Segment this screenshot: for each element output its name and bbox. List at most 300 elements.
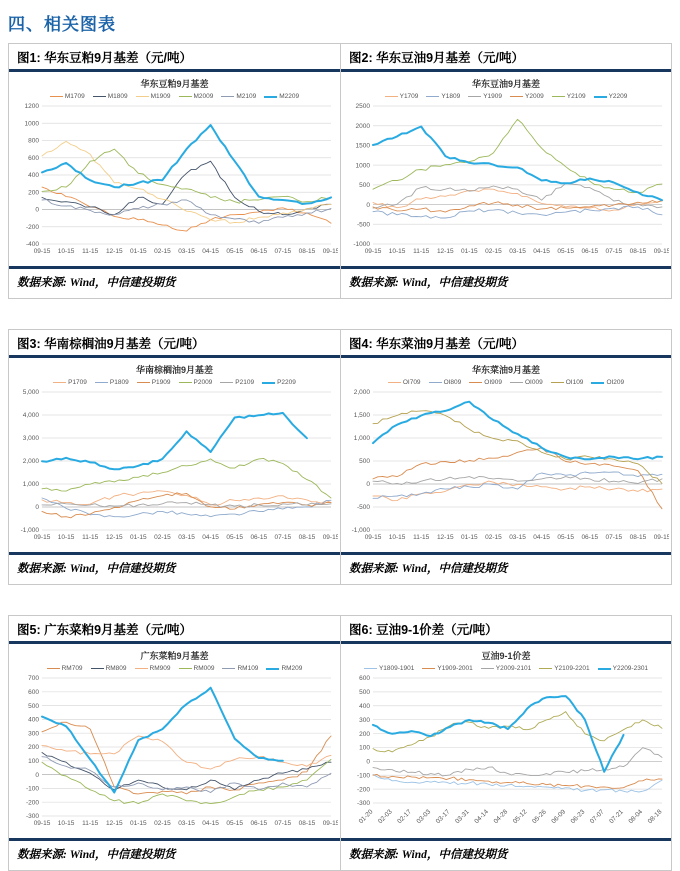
figure-4-chart <box>341 358 671 552</box>
x-axis-label: 05-15 <box>225 248 243 255</box>
data-source: 数据来源: Wind，中信建投期货 <box>341 838 671 870</box>
legend-item <box>136 93 171 100</box>
x-axis-label: 06-15 <box>581 534 599 541</box>
legend-item <box>510 93 544 100</box>
legend-label: P2209 <box>277 379 296 386</box>
chart-plot <box>343 673 669 831</box>
legend-item <box>598 665 648 672</box>
figure-5-title: 图5: 广东菜粕9月基差（元/吨） <box>9 616 340 644</box>
y-axis-label: 1000 <box>355 162 370 170</box>
chart-title: 华东豆油9月基差 <box>471 79 540 89</box>
legend-item <box>262 379 296 386</box>
y-axis-label: 200 <box>27 744 39 752</box>
legend-label: Y1909 <box>483 93 502 100</box>
legend-label: M1709 <box>64 93 85 100</box>
legend-label: M1909 <box>150 93 171 100</box>
x-axis-label: 04-15 <box>533 248 550 255</box>
x-axis-label: 03-15 <box>177 534 195 541</box>
legend-line-swatch <box>551 382 564 383</box>
x-axis-label: 02-15 <box>485 248 502 255</box>
figure-row-3 <box>8 615 672 871</box>
y-axis-label: -1,000 <box>351 527 370 535</box>
x-axis-label: 01-15 <box>461 248 478 255</box>
x-axis-label: 07-21 <box>608 808 625 826</box>
legend-line-swatch <box>53 382 66 383</box>
series-line-Y2009-2101 <box>373 748 662 776</box>
legend-item <box>50 93 85 100</box>
figure-1-title: 图1: 华东豆粕9月基差（元/吨） <box>9 44 340 72</box>
y-axis-label: -400 <box>25 241 39 249</box>
legend-item <box>53 379 87 386</box>
legend-line-swatch <box>262 382 275 384</box>
chart-plot <box>343 101 669 259</box>
series-line-OI009 <box>373 476 662 484</box>
chart-plot-wrap <box>341 387 671 550</box>
y-axis-label: -300 <box>356 800 370 808</box>
x-axis-label: 09-15 <box>33 820 50 827</box>
legend-line-swatch <box>594 96 607 98</box>
legend-line-swatch <box>426 96 439 97</box>
legend-label: Y2209-2301 <box>612 665 649 672</box>
legend-line-swatch <box>266 668 279 670</box>
x-axis-label: 04-15 <box>201 534 219 541</box>
legend-label: Y1809 <box>441 93 461 100</box>
legend-item <box>264 93 299 100</box>
legend-item <box>135 665 171 672</box>
chart-plot-wrap <box>341 101 671 264</box>
figure-2 <box>340 43 672 299</box>
legend-label: OI009 <box>525 379 543 386</box>
y-axis-label: -500 <box>356 504 370 512</box>
legend-line-swatch <box>422 668 435 669</box>
x-axis-label: 11-15 <box>81 534 98 541</box>
chart-legend <box>9 377 340 387</box>
chart-title: 华东豆粕9月基差 <box>140 79 209 89</box>
figure-6-chart <box>341 644 671 838</box>
y-axis-label: 700 <box>27 675 39 683</box>
y-axis-label: -100 <box>25 785 39 793</box>
chart-plot-wrap <box>9 387 340 550</box>
legend-label: M2109 <box>236 93 257 100</box>
x-axis-label: 09-15 <box>33 248 50 255</box>
x-axis-label: 07-15 <box>274 534 291 541</box>
series-line-M1909 <box>42 141 331 223</box>
x-axis-label: 12-15 <box>436 534 454 541</box>
x-axis-label: 02-17 <box>396 808 413 826</box>
legend-label: M2009 <box>193 93 214 100</box>
x-axis-label: 01-15 <box>129 820 147 827</box>
legend-item <box>179 665 215 672</box>
figure-row-2 <box>8 329 672 585</box>
legend-line-swatch <box>221 96 234 97</box>
chart-title: 广东菜粕9月基差 <box>140 651 209 661</box>
x-axis-label: 03-15 <box>177 248 195 255</box>
x-axis-label: 06-23 <box>569 808 587 826</box>
legend-label: Y1809-1901 <box>378 665 415 672</box>
series-line-M2009 <box>42 149 331 203</box>
legend-line-swatch <box>220 382 233 383</box>
legend-label: RM709 <box>61 665 83 672</box>
legend-line-swatch <box>469 382 482 383</box>
legend-line-swatch <box>137 382 150 383</box>
legend-item <box>47 665 83 672</box>
chart-legend <box>341 91 671 101</box>
y-axis-label: -1000 <box>353 241 370 249</box>
legend-label: P1709 <box>68 379 87 386</box>
legend-item <box>510 379 543 386</box>
chart-plot <box>343 387 669 545</box>
legend-item <box>364 665 414 672</box>
legend-item <box>221 93 256 100</box>
x-axis-label: 02-15 <box>153 534 171 541</box>
x-axis-label: 03-15 <box>509 248 526 255</box>
legend-label: RM009 <box>193 665 215 672</box>
x-axis-label: 06-15 <box>249 248 267 255</box>
y-axis-label: 1000 <box>24 120 39 128</box>
legend-item <box>137 379 171 386</box>
legend-item <box>222 665 258 672</box>
x-axis-label: 03-31 <box>454 808 471 826</box>
x-axis-label: 10-15 <box>57 820 74 827</box>
legend-line-swatch <box>50 96 63 97</box>
page-title: 四、相关图表 <box>8 15 116 34</box>
legend-line-swatch <box>91 668 104 669</box>
y-axis-label: 3,000 <box>22 435 39 443</box>
y-axis-label: 400 <box>27 172 39 180</box>
legend-label: M1809 <box>107 93 128 100</box>
series-line-RM809 <box>42 753 331 790</box>
x-axis-label: 05-15 <box>225 534 243 541</box>
x-axis-label: 03-15 <box>509 534 526 541</box>
y-axis-label: 400 <box>359 702 370 710</box>
legend-line-swatch <box>222 668 235 669</box>
legend-label: OI809 <box>443 379 462 386</box>
chart-title: 华东菜油9月基差 <box>471 365 540 375</box>
y-axis-label: 1200 <box>24 103 39 111</box>
series-line-RM009 <box>42 759 331 803</box>
chart-plot <box>12 673 338 831</box>
chart-plot <box>12 101 338 259</box>
series-line-OI909 <box>373 448 662 509</box>
figure-4 <box>340 329 672 585</box>
figure-1 <box>8 43 340 299</box>
legend-item <box>429 379 462 386</box>
legend-label: RM209 <box>281 665 303 672</box>
x-axis-label: 06-15 <box>249 820 267 827</box>
legend-label: Y2109 <box>566 93 586 100</box>
legend-line-swatch <box>598 668 611 670</box>
y-axis-label: 1,500 <box>353 412 370 420</box>
y-axis-label: 1,000 <box>353 435 370 443</box>
legend-line-swatch <box>552 96 565 97</box>
y-axis-label: 0 <box>34 771 39 779</box>
legend-line-swatch <box>93 96 106 97</box>
legend-item <box>468 93 502 100</box>
figure-2-title: 图2: 华东豆油9月基差（元/吨） <box>341 44 671 72</box>
legend-label: P2009 <box>193 379 213 386</box>
figure-6-title: 图6: 豆油9-1价差（元/吨） <box>341 616 671 644</box>
y-axis-label: 100 <box>27 758 39 765</box>
y-axis-label: 500 <box>359 458 370 466</box>
legend-item <box>266 665 302 672</box>
y-axis-label: -300 <box>25 813 39 821</box>
series-line-P1709 <box>42 491 331 506</box>
x-axis-label: 02-15 <box>153 248 171 255</box>
chart-legend <box>9 663 340 673</box>
x-axis-label: 05-15 <box>557 534 574 541</box>
legend-line-swatch <box>47 668 60 669</box>
x-axis-label: 03-15 <box>177 820 195 827</box>
data-source: 数据来源: Wind，中信建投期货 <box>341 266 671 298</box>
x-axis-label: 09-15 <box>364 534 382 541</box>
x-axis-label: 09-15 <box>322 248 338 255</box>
x-axis-label: 11-15 <box>413 534 430 541</box>
x-axis-label: 08-15 <box>629 248 647 255</box>
chart-plot-wrap <box>341 673 671 836</box>
legend-label: Y1909-2001 <box>437 665 473 672</box>
legend-line-swatch <box>264 96 277 98</box>
legend-label: P1909 <box>151 379 171 386</box>
figure-2-chart <box>341 72 671 266</box>
y-axis-label: 0 <box>366 481 370 489</box>
y-axis-label: 600 <box>27 154 39 162</box>
y-axis-label: 2,000 <box>22 458 39 466</box>
chart-plot-wrap <box>9 673 340 836</box>
legend-label: P1809 <box>109 379 129 386</box>
y-axis-label: -200 <box>25 799 39 807</box>
legend-line-swatch <box>135 668 148 669</box>
x-axis-label: 08-15 <box>298 534 315 541</box>
x-axis-label: 12-15 <box>105 820 123 827</box>
x-axis-label: 07-07 <box>588 808 606 826</box>
figure-3-title: 图3: 华南棕榈油9月基差（元/吨） <box>9 330 340 358</box>
x-axis-label: 04-28 <box>492 808 510 826</box>
y-axis-label: 100 <box>359 744 370 752</box>
legend-label: OI909 <box>484 379 502 386</box>
x-axis-label: 09-15 <box>653 248 669 255</box>
legend-line-swatch <box>591 382 604 384</box>
legend-item <box>93 93 128 100</box>
legend-line-swatch <box>136 96 149 97</box>
legend-item <box>422 665 472 672</box>
x-axis-label: 06-09 <box>550 808 568 826</box>
y-axis-label: 500 <box>27 702 39 710</box>
figure-5-chart <box>9 644 340 838</box>
legend-line-swatch <box>429 382 442 383</box>
y-axis-label: -500 <box>356 221 370 229</box>
y-axis-label: 800 <box>27 137 39 145</box>
legend-line-swatch <box>364 668 377 669</box>
x-axis-label: 07-15 <box>605 248 623 255</box>
legend-label: RM909 <box>149 665 171 672</box>
y-axis-label: 4,000 <box>22 412 39 420</box>
x-axis-label: 03-03 <box>415 808 433 826</box>
data-source: 数据来源: Wind，中信建投期货 <box>9 552 340 584</box>
x-axis-label: 12-15 <box>105 534 123 541</box>
x-axis-label: 04-14 <box>473 808 491 826</box>
legend-item <box>594 93 628 100</box>
legend-line-swatch <box>179 668 192 669</box>
legend-line-swatch <box>539 668 552 669</box>
legend-label: Y2009 <box>525 93 544 100</box>
legend-label: OI109 <box>565 379 584 386</box>
series-line-P1809 <box>42 498 331 517</box>
legend-item <box>539 665 589 672</box>
figure-3-chart <box>9 358 340 552</box>
x-axis-label: 01-15 <box>129 248 147 255</box>
x-axis-label: 04-15 <box>533 534 550 541</box>
y-axis-label: 200 <box>27 189 39 197</box>
x-axis-label: 12-15 <box>436 248 454 255</box>
x-axis-label: 02-15 <box>153 820 171 827</box>
legend-line-swatch <box>179 382 192 383</box>
y-axis-label: 300 <box>27 730 39 738</box>
legend-item <box>95 379 129 386</box>
y-axis-label: 5,000 <box>22 389 39 397</box>
legend-label: OI209 <box>606 379 625 386</box>
legend-item <box>551 379 584 386</box>
legend-item <box>179 379 213 386</box>
figure-row-1 <box>8 43 672 299</box>
legend-item <box>91 665 127 672</box>
x-axis-label: 04-15 <box>201 820 219 827</box>
x-axis-label: 01-20 <box>357 808 375 826</box>
x-axis-label: 06-15 <box>249 534 267 541</box>
x-axis-label: 10-15 <box>57 248 74 255</box>
figure-1-chart <box>9 72 340 266</box>
chart-plot <box>12 387 338 545</box>
x-axis-label: 09-15 <box>322 534 338 541</box>
x-axis-label: 10-15 <box>57 534 74 541</box>
x-axis-label: 02-15 <box>485 534 502 541</box>
chart-plot-wrap <box>9 101 340 264</box>
legend-line-swatch <box>385 96 398 97</box>
x-axis-label: 11-15 <box>81 820 98 827</box>
y-axis-label: 400 <box>27 716 39 724</box>
x-axis-label: 06-15 <box>581 248 599 255</box>
legend-label: M2209 <box>279 93 300 100</box>
data-source: 数据来源: Wind，中信建投期货 <box>9 838 340 870</box>
chart-title: 豆油9-1价差 <box>481 651 531 661</box>
legend-line-swatch <box>388 382 401 383</box>
legend-item <box>385 93 419 100</box>
figure-3 <box>8 329 340 585</box>
legend-line-swatch <box>95 382 108 383</box>
legend-label: OI709 <box>402 379 421 386</box>
y-axis-label: 0 <box>34 206 39 214</box>
x-axis-label: 07-15 <box>274 820 291 827</box>
x-axis-label: 11-15 <box>81 248 98 255</box>
legend-line-swatch <box>179 96 192 97</box>
chart-legend <box>9 91 340 101</box>
y-axis-label: 0 <box>366 758 370 766</box>
series-line-Y1809 <box>373 206 662 218</box>
legend-item <box>179 93 214 100</box>
series-line-Y2109 <box>373 119 662 192</box>
x-axis-label: 08-04 <box>627 808 645 826</box>
x-axis-label: 09-15 <box>33 534 50 541</box>
data-source: 数据来源: Wind，中信建投期货 <box>341 552 671 584</box>
x-axis-label: 10-15 <box>388 534 406 541</box>
x-axis-label: 08-15 <box>629 534 647 541</box>
legend-label: Y1709 <box>399 93 419 100</box>
series-line-OI209 <box>373 402 662 460</box>
x-axis-label: 09-15 <box>653 534 669 541</box>
x-axis-label: 09-15 <box>322 820 338 827</box>
x-axis-label: 10-15 <box>388 248 406 255</box>
legend-item <box>220 379 254 386</box>
x-axis-label: 08-18 <box>646 808 664 826</box>
x-axis-label: 05-12 <box>511 808 529 826</box>
y-axis-label: 500 <box>359 689 370 697</box>
legend-item <box>591 379 624 386</box>
y-axis-label: 2500 <box>355 103 370 111</box>
x-axis-label: 07-15 <box>605 534 623 541</box>
legend-line-swatch <box>510 96 523 97</box>
y-axis-label: 2000 <box>355 122 370 130</box>
x-axis-label: 02-03 <box>376 808 394 826</box>
y-axis-label: 1500 <box>355 142 370 150</box>
x-axis-label: 12-15 <box>105 248 123 255</box>
series-line-P2009 <box>42 458 331 498</box>
legend-line-swatch <box>510 382 523 383</box>
legend-label: Y2109-2201 <box>554 665 590 672</box>
y-axis-label: -100 <box>356 772 370 780</box>
legend-label: Y2009-2101 <box>495 665 532 672</box>
legend-item <box>469 379 502 386</box>
x-axis-label: 01-15 <box>129 534 147 541</box>
series-line-M1809 <box>42 161 331 215</box>
x-axis-label: 05-26 <box>531 808 548 826</box>
y-axis-label: 600 <box>27 689 39 696</box>
data-source: 数据来源: Wind，中信建投期货 <box>9 266 340 298</box>
x-axis-label: 05-15 <box>225 820 243 827</box>
x-axis-label: 11-15 <box>413 248 430 255</box>
x-axis-label: 08-15 <box>298 248 315 255</box>
legend-label: Y2209 <box>608 93 628 100</box>
figure-5 <box>8 615 340 871</box>
y-axis-label: 2,000 <box>353 389 370 397</box>
legend-label: RM809 <box>105 665 127 672</box>
x-axis-label: 09-15 <box>364 248 382 255</box>
legend-label: RM109 <box>237 665 259 672</box>
y-axis-label: 300 <box>359 716 370 724</box>
y-axis-label: 200 <box>359 730 370 738</box>
legend-item <box>388 379 421 386</box>
legend-label: P2109 <box>235 379 255 386</box>
legend-item <box>552 93 586 100</box>
legend-item <box>426 93 460 100</box>
y-axis-label: -200 <box>25 223 39 231</box>
y-axis-label: 1,000 <box>22 481 39 489</box>
legend-line-swatch <box>481 668 494 669</box>
chart-legend <box>341 663 671 673</box>
x-axis-label: 01-15 <box>461 534 478 541</box>
x-axis-label: 05-15 <box>557 248 574 255</box>
x-axis-label: 04-15 <box>201 248 219 255</box>
legend-item <box>481 665 531 672</box>
figure-6 <box>340 615 672 871</box>
chart-legend <box>341 377 671 387</box>
y-axis-label: 0 <box>34 504 39 512</box>
y-axis-label: -1,000 <box>20 527 39 535</box>
y-axis-label: -200 <box>356 786 370 794</box>
x-axis-label: 08-15 <box>298 820 315 827</box>
y-axis-label: 500 <box>359 182 370 190</box>
y-axis-label: 0 <box>366 201 370 209</box>
legend-line-swatch <box>468 96 481 97</box>
series-line-RM209 <box>42 688 283 793</box>
